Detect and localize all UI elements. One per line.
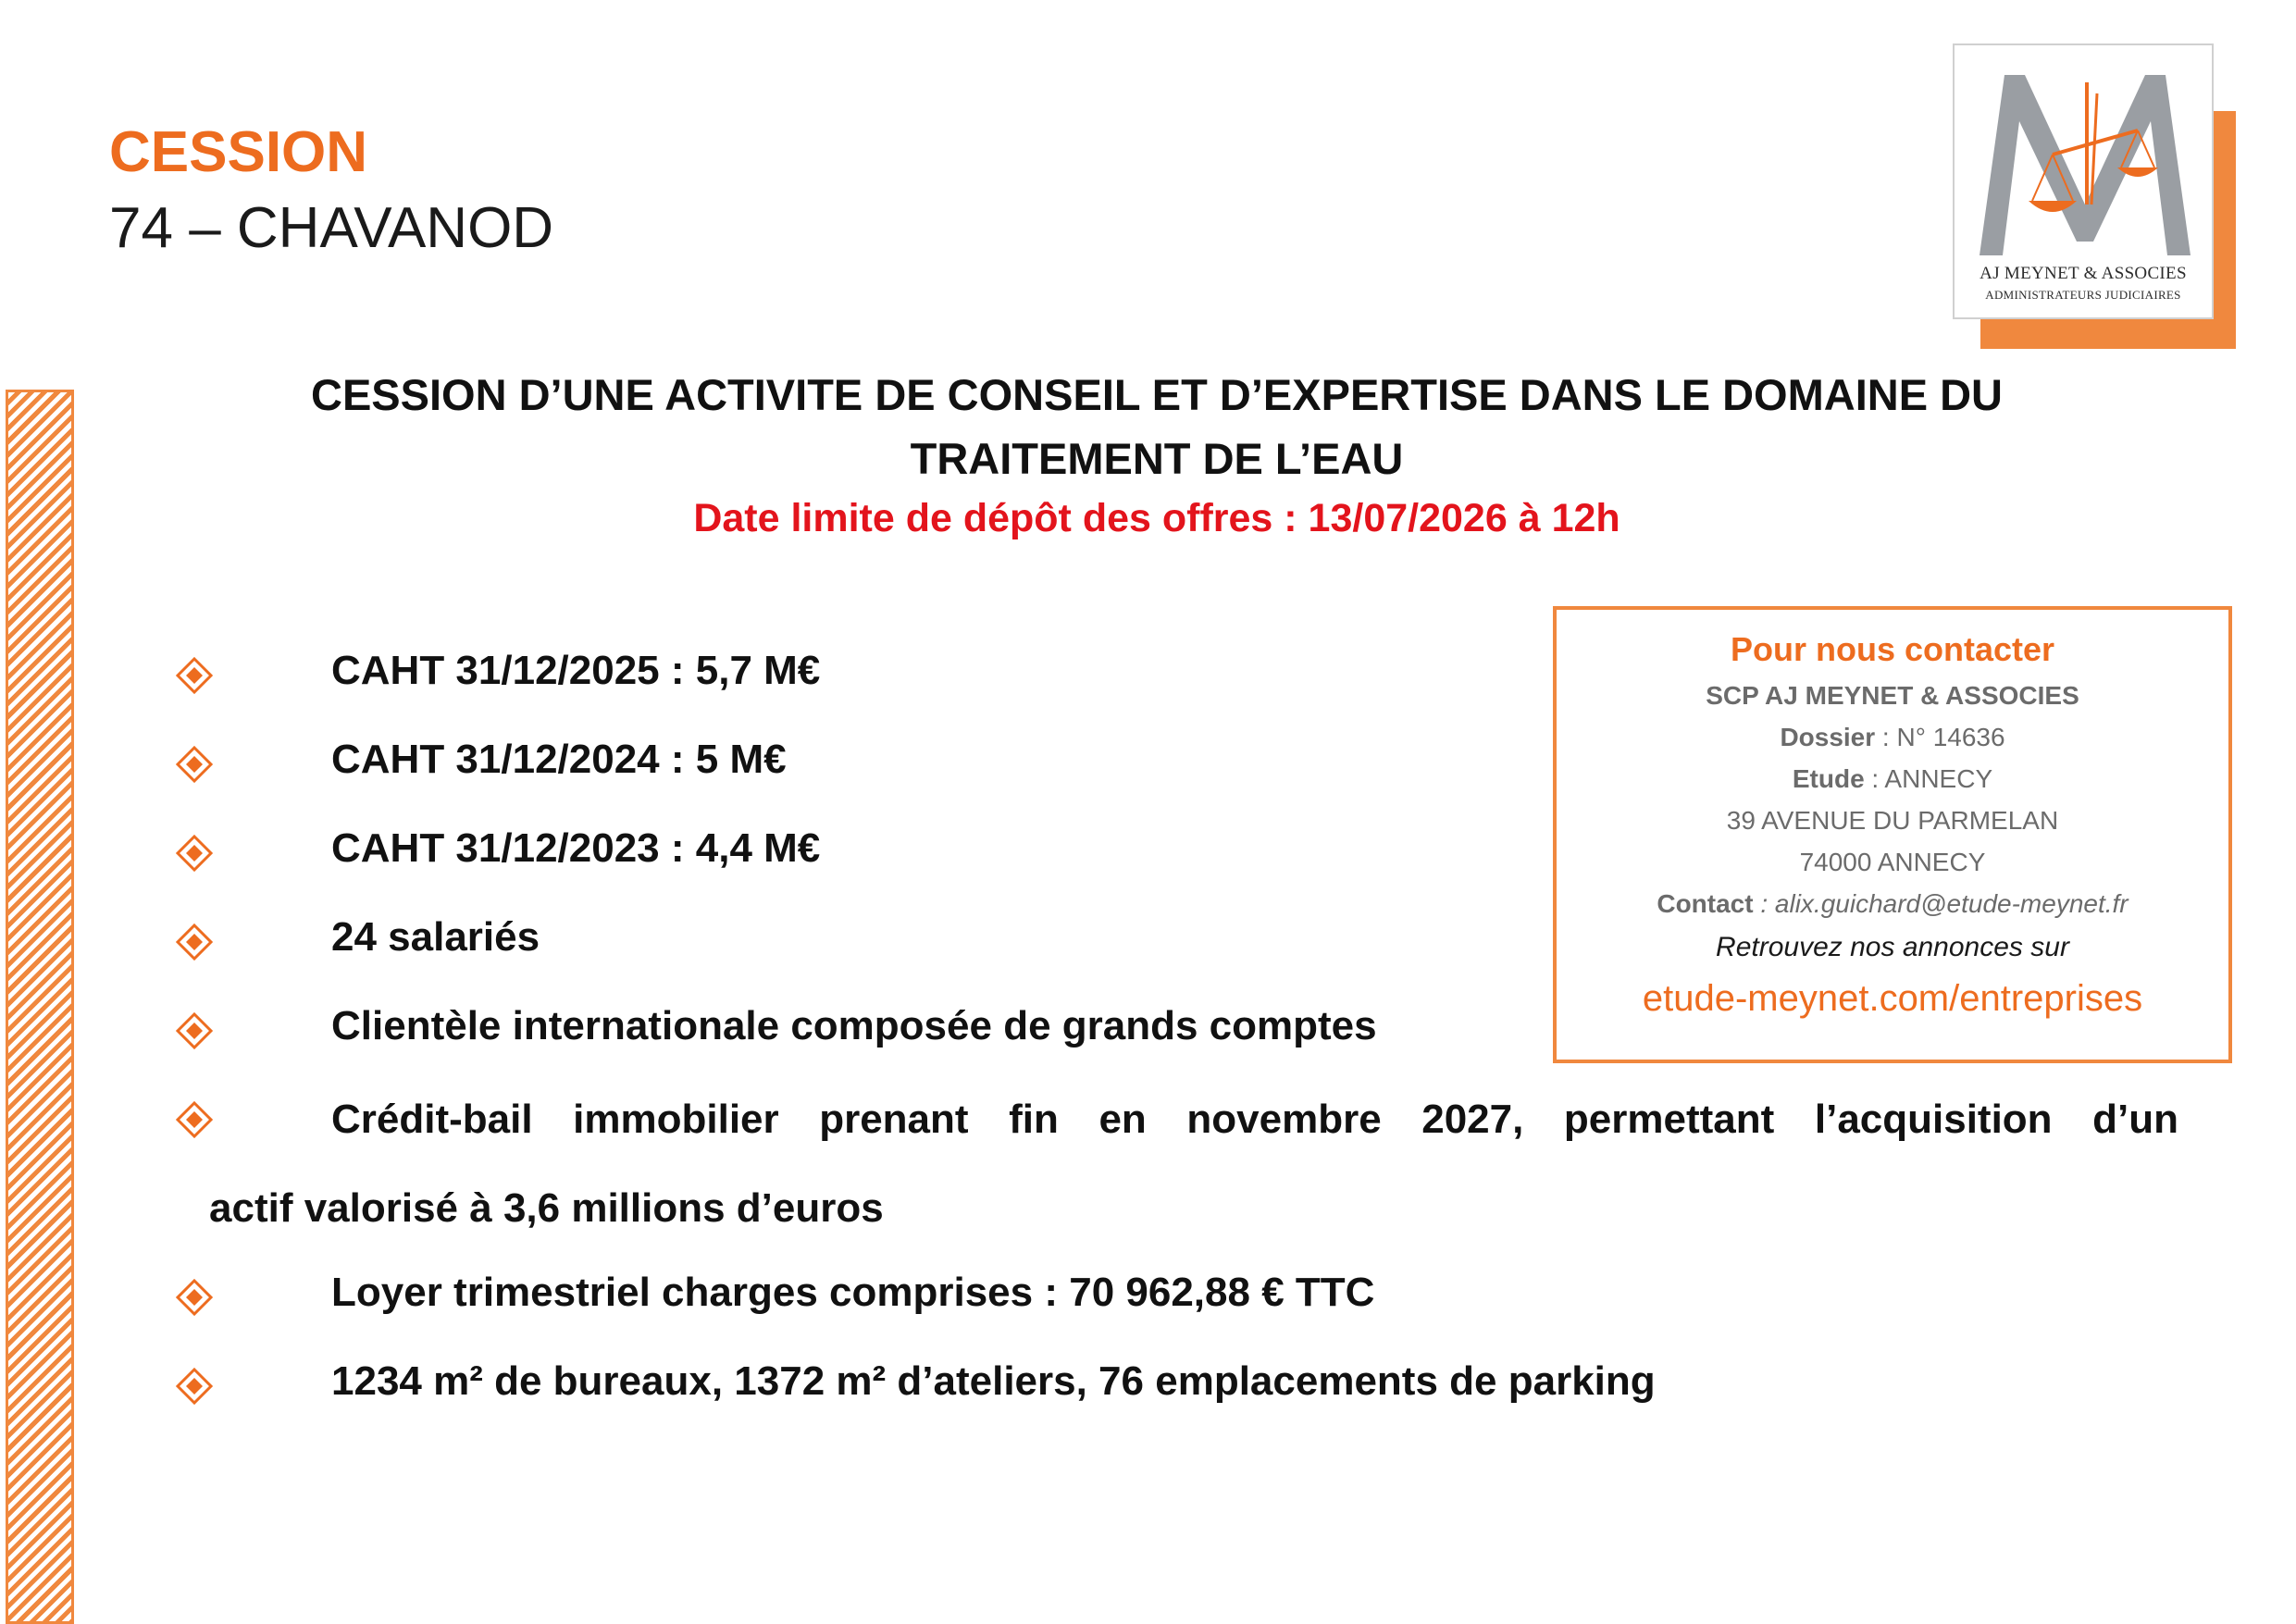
contact-email[interactable]: : alix.guichard@etude-meynet.fr (1753, 889, 2128, 918)
list-item (176, 1270, 1374, 1316)
list-item-text: Clientèle internationale composée de grands comptes (331, 1003, 1377, 1048)
contact-address-line-1: 39 AVENUE DU PARMELAN (1726, 806, 2059, 835)
list-item-text: Loyer trimestriel charges comprises : 70 962,88 € TTC (331, 1270, 1375, 1315)
title-line-2: TRAITEMENT DE L’EAU (910, 434, 1404, 483)
contact-website-link[interactable]: etude-meynet.com/entreprises (1642, 978, 2143, 1019)
list-item (176, 737, 787, 783)
contact-address-line-2: 74000 ANNECY (1799, 848, 1986, 876)
contact-title: Pour nous contacter (1730, 630, 2055, 668)
firm-logo (1953, 43, 2236, 349)
contact-find-text: Retrouvez nos annonces sur (1716, 932, 2069, 962)
list-item (176, 825, 820, 872)
list-item (176, 914, 540, 961)
decorative-side-stripe (6, 390, 74, 1624)
list-item-text: 24 salariés (331, 914, 540, 960)
list-item (176, 1358, 1656, 1405)
page-heading (109, 115, 553, 267)
title-line-1: CESSION D’UNE ACTIVITE DE CONSEIL ET D’EXPERTISE DANS LE DOMAINE DU (311, 370, 2003, 419)
dossier-label: Dossier (1780, 723, 1876, 751)
diamond-bullet-icon (176, 924, 213, 961)
diamond-bullet-icon (176, 657, 213, 694)
list-item (176, 648, 820, 694)
list-item-continuation: actif valorisé à 3,6 millions d’euros (209, 1185, 884, 1231)
etude-value: : ANNECY (1864, 764, 1993, 793)
diamond-bullet-icon (176, 835, 213, 872)
contact-dossier (1557, 716, 2228, 758)
contact-box (1553, 606, 2232, 1063)
list-item-text: CAHT 31/12/2023 : 4,4 M€ (331, 825, 821, 871)
list-item-text: CAHT 31/12/2024 : 5 M€ (331, 737, 787, 782)
offer-deadline: Date limite de dépôt des offres : 13/07/2026 à 12h (693, 496, 1620, 540)
list-item-text: Crédit-bail immobilier prenant fin en novembre 2027, permettant l’acquisition d’un (331, 1097, 2178, 1142)
diamond-bullet-icon (176, 1101, 213, 1138)
scales-of-justice-icon (1975, 66, 2195, 260)
heading-label: CESSION (109, 120, 368, 184)
list-item-text: 1234 m² de bureaux, 1372 m² d’ateliers, 76 emplacements de parking (331, 1358, 1656, 1404)
etude-label: Etude (1792, 764, 1865, 793)
dossier-value: : N° 14636 (1875, 723, 2005, 751)
logo-box (1953, 43, 2214, 319)
contact-etude (1557, 758, 2228, 800)
contact-label: Contact (1657, 889, 1754, 918)
diamond-bullet-icon (176, 746, 213, 783)
diamond-bullet-icon (176, 1012, 213, 1049)
logo-firm-name: AJ MEYNET & ASSOCIES (1980, 264, 2187, 283)
diamond-bullet-icon (176, 1279, 213, 1316)
contact-person (1557, 883, 2228, 924)
list-item-text: CAHT 31/12/2025 : 5,7 M€ (331, 648, 821, 693)
document-title (185, 363, 2128, 490)
logo-firm-subtitle: ADMINISTRATEURS JUDICIAIRES (1985, 288, 2181, 302)
list-item (176, 1003, 1377, 1049)
contact-firm: SCP AJ MEYNET & ASSOCIES (1706, 681, 2079, 710)
heading-location: 74 – CHAVANOD (109, 196, 554, 260)
list-item (176, 1092, 2178, 1236)
diamond-bullet-icon (176, 1368, 213, 1405)
